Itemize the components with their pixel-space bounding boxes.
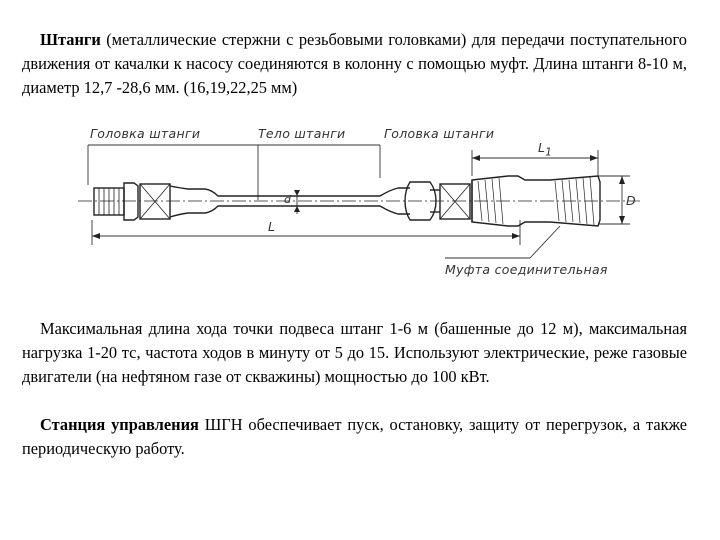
term-rods: Штанги — [40, 30, 101, 49]
paragraph-rods-text: (металлические стержни с резьбовыми головками) для передачи поступательного движения от качалки к насосу соединяются в колонну с помощью муфт. Длина штанги 8-10 м, диаметр 12,7 -28,6 мм. (16,19,22,25 мм) — [22, 30, 687, 98]
dim-L1 — [538, 140, 552, 159]
dim-L1-letter: L — [538, 140, 546, 155]
label-head-left: Головка штанги — [90, 126, 201, 141]
term-control-station: Станция управления — [40, 415, 199, 434]
paragraph-stroke — [22, 317, 687, 390]
paragraph-control-station — [22, 413, 687, 461]
label-head-right: Головка штанги — [384, 126, 495, 141]
paragraph-stroke-text: Максимальная длина хода точки подвеса штанг 1-6 м (башенные до 12 м), максимальная нагрузка 1-20 тс, частота ходов в минуту от 5 до 15. Используют электрические, реже газовые двигатели (на нефтяном газе от скважины) мощностью до 100 кВт. — [22, 319, 687, 387]
paragraph-control-station-text: ШГН обеспечивает пуск, остановку, защиту от перегрузок, а также периодическую работу. — [22, 415, 687, 459]
label-body: Тело штанги — [258, 126, 346, 141]
dim-d: d — [284, 193, 292, 206]
label-coupling: Муфта соединительная — [445, 262, 608, 277]
dim-L1-sub: 1 — [545, 146, 553, 159]
dim-D: D — [626, 193, 636, 208]
dim-L: L — [268, 219, 276, 234]
